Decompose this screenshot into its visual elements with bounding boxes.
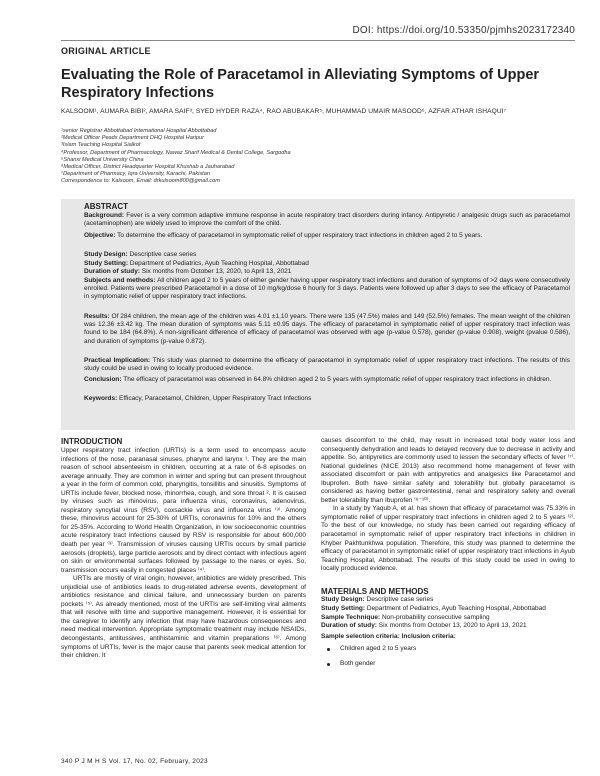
abstract-design [84,251,570,259]
affiliation-3: ³Islam Teaching Hospital Sialkot [61,142,141,149]
abstract-duration [84,268,570,276]
background-label: Background: [84,212,125,219]
methods-duration-text: Six months from October 13, 2020 to April 13, 2021 [378,622,527,630]
bullet-icon [327,648,330,651]
duration-label: Duration of study: [84,268,140,275]
methods-section [321,588,575,669]
abstract-objective [84,232,570,240]
design-label: Study Design: [84,251,128,258]
keywords-label: Keywords: [84,395,118,402]
intro-paragraph-4: In a study by Yaqub A, et al. has shown that efficacy of paracetamol was 75.33% in symptomatic relief of upper respiratory tract infections in children aged 2 to 5 years ⁽²⁾. To the best of our knowledge, no study has been carried out regarding efficacy of paracetamol in symptomatic relief of upper respiratory tract infections in children in Khyber Pakhtunkhwa population. Therefore, this study was planned to determine the efficacy of paracetamol in symptomatic relief of upper respiratory tract infections in Ayub Teaching Hospital, Abbottabad. The results of this study could be used in owing to locally produced evidence. [321,505,575,573]
setting-text: Department of Pediatrics, Ayub Teaching Hospital, Abbottabad [129,259,309,267]
abstract-conclusion [84,376,570,384]
abstract-setting [84,260,570,268]
introduction-heading: INTRODUCTION [61,437,123,446]
design-text: Descriptive case series [129,251,197,258]
methods-duration-label: Duration of study: [321,622,377,630]
methods-design-text: Descriptive case series [366,596,434,604]
practical-label: Practical Implication: [84,357,151,364]
abstract-keywords [84,395,570,403]
bullet-text: Both gender [340,659,376,667]
doi-link[interactable]: DOI: https://doi.org/10.53350/pjmhs2023172340 [352,25,575,36]
methods-setting-label: Study Setting: [321,604,366,612]
intro-paragraph-2: URTIs are mostly of viral origin, however, antibiotics are widely prescribed. This unjudicial use of antibiotics leads to drug-related adverse events, development of antibiotics resistance and clinical failure, and unnecessary burden on parents pockets ⁽⁵⁾. As already mentioned, most of the URTIs are self-limiting viral ailments that will resolve with time and supportive management. However, it is essential for the caregiver to identify any infection that may have hazardous consequences and need medical intervention. Appropriate symptomatic treatment may include NSAIDs, decongestants, antitussives, antihistaminic and vitamin preparations ⁽⁶⁾. Among symptoms of URTIs, fever is the major cause that parents seek medical attention for their children. It [61,575,306,660]
subjects-label: Subjects and methods: [84,277,156,284]
results-label: Results: [84,313,110,320]
objective-label: Objective: [84,232,116,239]
abstract-practical [84,357,570,373]
conclusion-label: Conclusion: [84,376,122,383]
bullet-item-1 [321,645,575,654]
results-text: Of 284 children, the mean age of the children was 4.01 ±1.10 years. There were 135 (47.5%) males and 149 (52.5%) females. The mean weight of the children was 12.36 ±3.42 kg. The mean duration of symptoms was 5.11 ±0.95 days. The efficacy of paracetamol in symptomatic relief of upper respiratory tract infection was found to be 184 (64.8%). A non-significant difference of efficacy of paracetamol was observed with age (p-value 0.578), gender (p-value 0.908), weight (pvalue 0.586), and duration of symptoms (p-value 0.872). [84,313,570,345]
bullet-icon [327,663,330,666]
abstract-heading: ABSTRACT [84,202,128,211]
criteria-label: Sample selection criteria: Inclusion criteria: [321,632,456,640]
methods-technique-label: Sample Technique: [321,613,381,621]
bullet-text: Children aged 2 to 5 years [340,645,417,653]
subjects-text: All children aged 2 to 5 years of either gender having upper respiratory tract infections and duration of symptoms of >2 days were consecutively enrolled. Patients were prescribed Paracetamol in a dose of 10 mg/kg/dose 6 hourly for 3 days. Patients were followed up after 3 days to see the efficacy of Paracetamol in symptomatic relief of upper respiratory tract infections. [84,277,570,301]
abstract-background [84,212,570,228]
affiliation-6: ⁶Medical Officer, District Headquarter Hospital Khushab a Jauharabad [61,164,235,171]
methods-heading: MATERIALS AND METHODS [321,586,429,596]
background-text: Fever is a very common adaptive immune response in acute respiratory tract disorders during infancy. Antipyretic / analgesic drugs such as paracetamol (acetaminophen) are widely used to improve the comfort of the child. [84,212,571,228]
affiliation-5: ⁵Shanxi Medical University China [61,156,144,163]
abstract-results [84,313,570,346]
methods-setting-text: Department of Pediatrics, Ayub Teaching Hospital, Abbottabad [366,604,546,612]
right-column [321,437,575,669]
methods-duration [321,622,575,631]
conclusion-text: The efficacy of paracetamol was observed in 64.8% children aged 2 to 5 years with symptomatic relief of upper respiratory tract infections in children. [123,376,552,383]
keywords-text: Efficacy, Paracetamol, Children, Upper Respiratory Tract Infections [119,395,312,402]
methods-technique-text: Non-probability consecutive sampling [381,613,490,621]
correspondence: Correspondence to: Kalsoom, Email: drkulsoom800@gmail.com [61,178,220,185]
affiliation-4: ⁴Professor, Department of Pharmacology, Nawaz Sharif Medical & Dental College, Sargodha [61,149,291,156]
page-footer: 340 P J M H S Vol. 17, No. 02, February, 2023 [61,758,208,765]
section-label: ORIGINAL ARTICLE [61,46,151,56]
intro-paragraph-3: causes discomfort to the child, may result in increased total body water loss and consequently dehydration and leads to delayed recovery due to decrease in activity and appetite. So, antipyretics are commonly used to lessen the secondary effects of fever ⁽⁷⁾. National guidelines (NICE 2013) also recommend home management of fever with associated discomfort or pain with antipyretics and analgesics like Paracetamol and Ibuprofen. Both have similar safety and tolerability but globally paracetamol is considered as having better gastrointestinal, renal and respiratory safety and overall better tolerability than Ibuprofen ⁽⁸⁻¹⁰⁾. [321,437,575,504]
methods-design-label: Study Design: [321,596,365,604]
intro-paragraph-1: Upper respiratory tract infection (URTIs) is a term used to encompass acute infections of the nose, paranasal sinuses, pharynx and larynx ¹. They are the main reason of school absenteeism in children, occurring at a rate of 6-8 episodes on average annually. They are common in winter and spring but can present throughout a year in the form of common cold, pharyngitis, tonsillitis and sinusitis. Symptoms of URTIs include fever, blocked nose, rhinorrhea, cough, and sore throat ². It is caused by viruses such as rhinovirus, para influenza virus, coronavirus, adenovirus, respiratory syncytial virus (RSV), coxsackie virus and influenza virus ⁽³⁾. Among these, rhinovirus account for 25-30% of URTIs, coronavirus for 10% and the others for 25-35%. According to World Health Organization, in low socioeconomic countries acute respiratory tract infections caused by RSV is responsible for about 600,000 death per year ⁽³⁾. Transmission of viruses causing URTIs occurs by small particle aerosols (droplets), large particle aerosols and by direct contact with infectious agent on skin or environmental surfaces followed by passage to the nares or eyes. So, transmission occurs easily in congested places ⁽⁴⁾. [61,447,306,574]
affiliation-7: ⁷Department of Pharmacy, Iqra University, Karachi, Pakistan [61,171,210,178]
header-rule [61,40,575,41]
criteria-heading [321,633,575,642]
methods-design [321,596,575,605]
left-column [61,437,306,661]
duration-text: Six months from October 13, 2020, to April 13, 2021 [141,268,292,275]
practical-text: This study was planned to determine the efficacy of paracetamol in symptomatic relief of upper respiratory tract infections. The results of this study could be used in owing to locally produced evidence. [84,357,570,373]
affiliation-1: ¹senior Registrar Abbottabad International Hospital Abbottabad [61,128,217,134]
bullet-item-2 [321,660,575,669]
methods-setting [321,605,575,614]
setting-label: Study Setting: [84,259,129,267]
abstract-subjects [84,277,570,302]
methods-technique [321,614,575,623]
author-list: KALSOOM¹, AUMARA BIBI², AMARA SAIF³, SYED HYDER RAZA⁴, RAO ABUBAKAR⁵, MUHAMMAD UMAIR MASOOD⁶, AZFAR ATHAR ISHAQUI⁷ [61,108,507,115]
article-title: Evaluating the Role of Paracetamol in Alleviating Symptoms of Upper Respiratory Infections [61,67,540,101]
objective-text: To determine the efficacy of paracetamol in symptomatic relief of upper respiratory tract infections in children aged 2 to 5 years. [117,232,483,239]
affiliations [61,128,581,186]
affiliation-2: ²Medical Officer Peads Department DHQ Hospital Haripur [61,135,205,142]
